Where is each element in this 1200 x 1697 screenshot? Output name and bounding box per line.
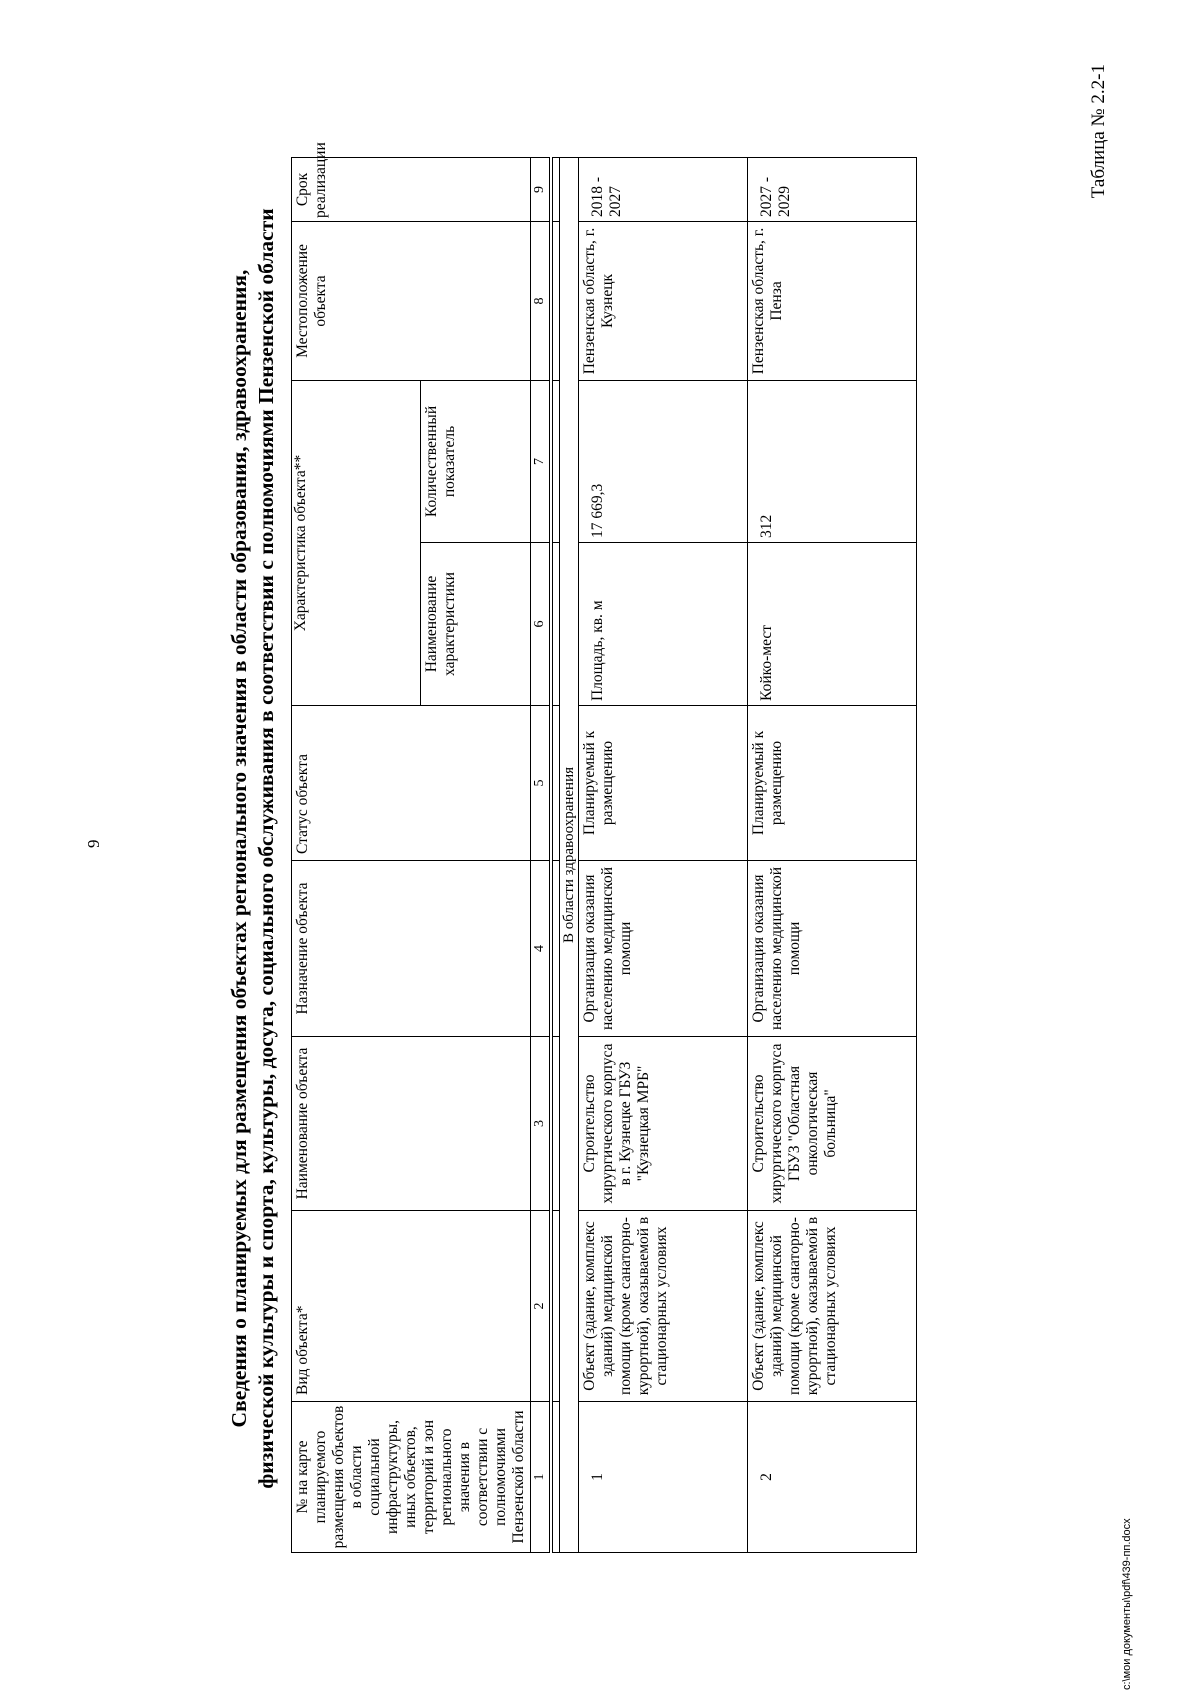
row-characteristic-value: 312 — [748, 380, 917, 542]
header-characteristic-name: Наименование характеристики — [421, 543, 531, 706]
section-title: В области здравоохранения — [560, 157, 579, 1552]
file-path-footer: c:\мои документы\pdf\439-пп.docx — [1121, 1518, 1133, 1690]
row-object-name: Строительство хирургического корпуса в г. Кузнецке ГБУЗ "Кузнецкая МРБ" — [579, 1037, 748, 1211]
row-characteristic-name: Койко-мест — [748, 543, 917, 706]
column-number: 5 — [531, 706, 552, 861]
row-object-status: Планируемый к размещению — [579, 706, 748, 861]
row-object-name: Строительство хирургического корпуса ГБУЗ "Областная онкологическая больница" — [748, 1037, 917, 1211]
column-number: 6 — [531, 543, 552, 706]
column-numbers-row — [531, 157, 552, 1552]
row-object-location: Пензенская область, г. Кузнецк — [579, 221, 748, 380]
column-number: 2 — [531, 1211, 552, 1402]
header-characteristics-group: Характеристика объекта** — [292, 380, 421, 705]
row-characteristic-name: Площадь, кв. м — [579, 543, 748, 706]
row-object-kind: Объект (здание, комплекс зданий) медицинской помощи (кроме санаторно-курортной), оказываемой в стационарных условиях — [579, 1211, 748, 1402]
column-number: 3 — [531, 1037, 552, 1211]
table-row — [579, 157, 748, 1552]
header-object-kind: Вид объекта* — [292, 1211, 531, 1402]
heading-line-2: физической культуры и спорта, культуры, досуга, социального обслуживания в соответствии с полномочиями Пензенской области — [254, 208, 278, 1489]
column-number: 4 — [531, 861, 552, 1037]
column-number: 1 — [531, 1402, 552, 1553]
row-object-kind: Объект (здание, комплекс зданий) медицинской помощи (кроме санаторно-курортной), оказываемой в стационарных условиях — [748, 1211, 917, 1402]
section-row — [560, 157, 579, 1552]
row-object-status: Планируемый к размещению — [748, 706, 917, 861]
column-number: 8 — [531, 221, 552, 380]
table-header-row-1 — [292, 157, 421, 1552]
row-characteristic-value: 17 669,3 — [579, 380, 748, 542]
spacer-row — [551, 157, 560, 1552]
rotated-landscape-page — [8, 0, 1200, 1697]
table-caption: Таблица № 2.2-1 — [1088, 64, 1109, 199]
header-characteristic-value: Количественный показатель — [421, 380, 531, 542]
header-object-name: Наименование объекта — [292, 1037, 531, 1211]
header-object-status: Статус объекта — [292, 706, 531, 861]
page-number: 9 — [84, 839, 103, 848]
document-heading — [226, 0, 280, 1697]
column-number: 7 — [531, 380, 552, 542]
objects-table — [291, 142, 917, 1553]
row-term: 2018 - 2027 — [579, 157, 748, 221]
row-object-purpose: Организация оказания населению медицинской помощи — [579, 861, 748, 1037]
row-object-location: Пензенская область, г. Пенза — [748, 221, 917, 380]
column-number: 9 — [531, 157, 552, 221]
header-map-number: № на карте планируемого размещения объектов в области социальной инфраструктуры, иных объектов, территорий и зон регионального значения в соответствии с полномочиями Пензенской области — [292, 1402, 531, 1553]
row-number: 2 — [748, 1402, 917, 1553]
header-object-location: Местоположение объекта — [292, 221, 531, 380]
header-object-purpose: Назначение объекта — [292, 861, 531, 1037]
row-term: 2027 - 2029 — [748, 157, 917, 221]
row-number: 1 — [579, 1402, 748, 1553]
row-object-purpose: Организация оказания населению медицинской помощи — [748, 861, 917, 1037]
heading-line-1: Сведения о планируемых для размещения объектах регионального значения в области образования, здравоохранения, — [227, 269, 251, 1428]
header-term: Срок реализации — [292, 157, 531, 221]
table-row — [748, 157, 917, 1552]
